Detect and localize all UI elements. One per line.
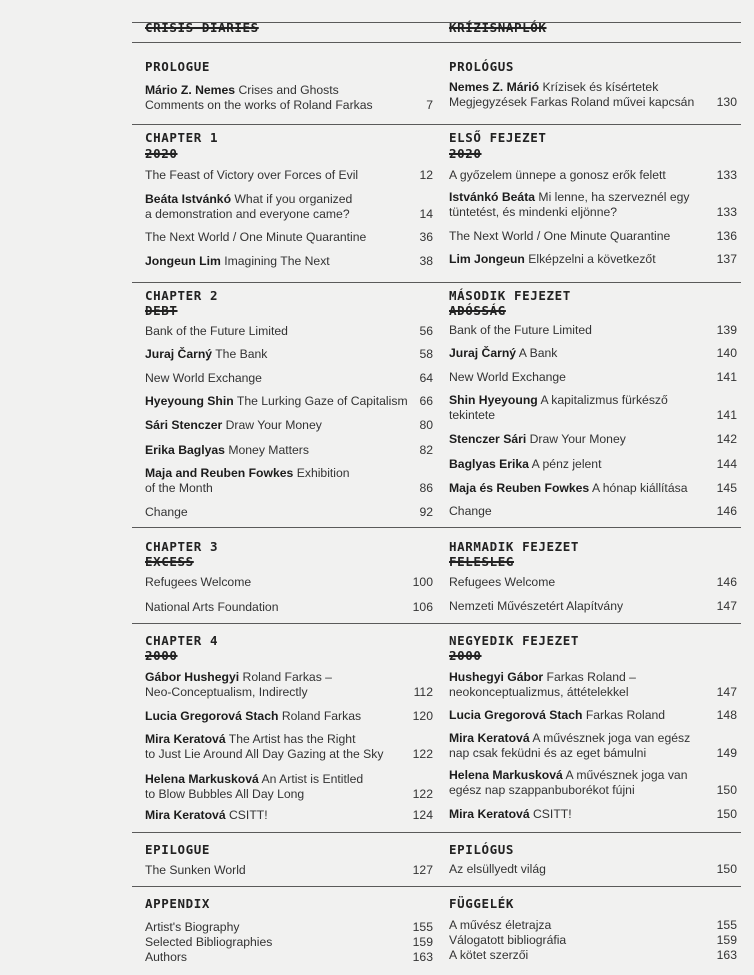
toc-entry bbox=[449, 731, 690, 746]
toc-entry bbox=[449, 599, 623, 614]
toc-entry bbox=[449, 80, 658, 95]
section-subtitle: ADÓSSÁG bbox=[449, 303, 506, 318]
page-number: 147 bbox=[716, 685, 737, 699]
entry-title: Artist's Biography bbox=[145, 920, 240, 934]
entry-author: Maja és Reuben Fowkes bbox=[449, 481, 590, 495]
entry-title: Válogatott bibliográfia bbox=[449, 933, 567, 947]
divider bbox=[132, 623, 741, 624]
page-number: 146 bbox=[716, 575, 737, 589]
toc-entry bbox=[449, 229, 670, 244]
entry-title: A Bank bbox=[518, 346, 558, 360]
entry-author: Nemes Z. Márió bbox=[449, 80, 540, 94]
divider bbox=[132, 527, 741, 528]
page-number: 140 bbox=[716, 346, 737, 360]
entry-author: Lim Jongeun bbox=[449, 252, 525, 266]
toc-entry bbox=[449, 457, 601, 472]
entry-title: Imagining The Next bbox=[224, 254, 330, 268]
toc-entry-continued: of the Month bbox=[145, 481, 213, 495]
toc-entry-continued: Neo-Conceptualism, Indirectly bbox=[145, 685, 308, 699]
page-number: 133 bbox=[716, 205, 737, 219]
toc-entry-continued: to Blow Bubbles All Day Long bbox=[145, 787, 305, 801]
page-number: 92 bbox=[419, 505, 433, 519]
toc-entry bbox=[449, 190, 690, 205]
section-subtitle: 2020 bbox=[145, 146, 178, 161]
toc-entry bbox=[449, 393, 668, 408]
page-number: 150 bbox=[716, 807, 737, 821]
entry-title: The Next World / One Minute Quarantine bbox=[449, 229, 671, 243]
page-number: 150 bbox=[716, 862, 737, 876]
left-book-title: CRISIS DIARIES bbox=[145, 20, 259, 35]
entry-author: Juraj Čarný bbox=[145, 347, 213, 361]
entry-title: Bank of the Future Limited bbox=[145, 324, 288, 338]
page-number: 155 bbox=[412, 920, 433, 934]
entry-title: A hónap kiállítása bbox=[591, 481, 688, 495]
toc-entry bbox=[145, 950, 187, 965]
page-number: 7 bbox=[426, 98, 433, 112]
entry-title: An Artist is Entitled bbox=[261, 772, 364, 786]
page-number: 141 bbox=[716, 408, 737, 422]
entry-author: Erika Baglyas bbox=[145, 443, 225, 457]
toc-entry bbox=[449, 370, 566, 385]
page-number: 149 bbox=[716, 746, 737, 760]
toc-entry bbox=[449, 432, 626, 447]
page-number: 146 bbox=[716, 504, 737, 518]
section-subtitle: 2020 bbox=[449, 146, 482, 161]
section-title: CHAPTER 3 bbox=[145, 539, 219, 554]
entry-title: Money Matters bbox=[228, 443, 309, 457]
toc-entry bbox=[449, 768, 687, 783]
entry-title: CSITT! bbox=[229, 808, 268, 822]
entry-title: A művész életrajza bbox=[449, 918, 552, 932]
entry-title: Roland Farkas bbox=[281, 709, 362, 723]
section-title: NEGYEDIK FEJEZET bbox=[449, 633, 580, 648]
entry-title: Bank of the Future Limited bbox=[449, 323, 592, 337]
entry-title: The Bank bbox=[215, 347, 268, 361]
toc-entry bbox=[449, 807, 572, 822]
toc-entry bbox=[145, 192, 352, 207]
page-number: 136 bbox=[716, 229, 737, 243]
toc-entry bbox=[449, 708, 665, 723]
toc-entry bbox=[145, 808, 268, 823]
page-number: 12 bbox=[419, 168, 433, 182]
toc-entry bbox=[145, 418, 322, 433]
page-number: 106 bbox=[412, 600, 433, 614]
entry-author: Jongeun Lim bbox=[145, 254, 221, 268]
entry-author: Stenczer Sári bbox=[449, 432, 527, 446]
toc-entry bbox=[145, 466, 350, 481]
toc-entry bbox=[145, 505, 188, 520]
entry-author: Maja and Reuben Fowkes bbox=[145, 466, 294, 480]
right-book-title: KRÍZISNAPLÓK bbox=[449, 20, 547, 35]
entry-title: Change bbox=[449, 504, 492, 518]
toc-entry bbox=[449, 862, 546, 877]
entry-author: Hushegyi Gábor bbox=[449, 670, 544, 684]
toc-entry bbox=[145, 732, 355, 747]
entry-author: Beáta Istvánkó bbox=[145, 192, 232, 206]
toc-entry bbox=[145, 347, 267, 362]
page-number: 148 bbox=[716, 708, 737, 722]
toc-entry-continued: egész nap szappanbuborékot fújni bbox=[449, 783, 635, 797]
toc-entry bbox=[145, 600, 278, 615]
entry-title: A művésznek joga van bbox=[565, 768, 688, 782]
entry-title: New World Exchange bbox=[449, 370, 566, 384]
entry-title: A művésznek joga van egész bbox=[532, 731, 691, 745]
entry-title: A győzelem ünnepe a gonosz erők felett bbox=[449, 168, 666, 182]
page-number: 86 bbox=[419, 481, 433, 495]
entry-title: Refugees Welcome bbox=[449, 575, 556, 589]
toc-entry bbox=[449, 918, 551, 933]
entry-title: Authors bbox=[145, 950, 188, 964]
entry-title: A pénz jelent bbox=[531, 457, 602, 471]
entry-author: Mário Z. Nemes bbox=[145, 83, 236, 97]
toc-entry bbox=[449, 670, 636, 685]
entry-title: Elképzelni a következőt bbox=[528, 252, 656, 266]
toc-entry-continued: Megjegyzések Farkas Roland művei kapcsán bbox=[449, 95, 695, 109]
page-number: 159 bbox=[412, 935, 433, 949]
toc-entry bbox=[145, 920, 239, 935]
section-title: PROLÓGUS bbox=[449, 59, 515, 74]
section-title: CHAPTER 2 bbox=[145, 288, 219, 303]
toc-entry bbox=[145, 670, 332, 685]
entry-title: Mi lenne, ha szerveznél egy bbox=[538, 190, 690, 204]
toc-entry bbox=[145, 935, 272, 950]
section-subtitle: FELESLEG bbox=[449, 554, 515, 569]
entry-title: The Lurking Gaze of Capitalism bbox=[236, 394, 408, 408]
toc-entry-continued: to Just Lie Around All Day Gazing at the Sky bbox=[145, 747, 384, 761]
entry-author: Juraj Čarný bbox=[449, 346, 517, 360]
page-number: 58 bbox=[419, 347, 433, 361]
section-title: FÜGGELÉK bbox=[449, 896, 515, 911]
entry-title: Farkas Roland – bbox=[546, 670, 636, 684]
page-number: 127 bbox=[412, 863, 433, 877]
toc-entry-continued: neokonceptualizmus, áttételekkel bbox=[449, 685, 629, 699]
section-title: APPENDIX bbox=[145, 896, 211, 911]
toc-entry bbox=[449, 575, 555, 590]
divider bbox=[132, 832, 741, 833]
divider bbox=[132, 886, 741, 887]
section-subtitle: 2000 bbox=[449, 648, 482, 663]
entry-author: Lucia Gregorová Stach bbox=[449, 708, 583, 722]
toc-entry bbox=[449, 933, 566, 948]
page-number: 163 bbox=[716, 948, 737, 962]
entry-title: A kötet szerzői bbox=[449, 948, 529, 962]
entry-title: New World Exchange bbox=[145, 371, 262, 385]
toc-entry bbox=[449, 504, 492, 519]
page-number: 122 bbox=[412, 787, 433, 801]
entry-title: The Next World / One Minute Quarantine bbox=[145, 230, 367, 244]
entry-title: A kapitalizmus fürkésző bbox=[540, 393, 668, 407]
page-number: 66 bbox=[419, 394, 433, 408]
page-number: 130 bbox=[716, 95, 737, 109]
entry-author: Mira Keratová bbox=[145, 732, 226, 746]
entry-title: Exhibition bbox=[296, 466, 350, 480]
toc-entry-continued: nap csak feküdni és az eget bámulni bbox=[449, 746, 647, 760]
entry-title: Draw Your Money bbox=[529, 432, 626, 446]
entry-author: Shin Hyeyoung bbox=[449, 393, 538, 407]
section-title: CHAPTER 4 bbox=[145, 633, 219, 648]
section-subtitle: EXCESS bbox=[145, 554, 194, 569]
page-number: 145 bbox=[716, 481, 737, 495]
entry-author: Hyeyoung Shin bbox=[145, 394, 234, 408]
entry-author: Gábor Hushegyi bbox=[145, 670, 240, 684]
page-number: 142 bbox=[716, 432, 737, 446]
page-number: 141 bbox=[716, 370, 737, 384]
page-number: 122 bbox=[412, 747, 433, 761]
toc-entry bbox=[449, 481, 687, 496]
toc-entry bbox=[145, 709, 361, 724]
toc-entry bbox=[145, 863, 246, 878]
entry-title: Az elsüllyedt világ bbox=[449, 862, 546, 876]
toc-entry-continued: Comments on the works of Roland Farkas bbox=[145, 98, 373, 112]
divider bbox=[132, 282, 741, 283]
toc-entry bbox=[145, 230, 366, 245]
page-number: 139 bbox=[716, 323, 737, 337]
entry-author: Sári Stenczer bbox=[145, 418, 223, 432]
toc-entry bbox=[145, 324, 288, 339]
page-number: 56 bbox=[419, 324, 433, 338]
page-number: 14 bbox=[419, 207, 433, 221]
toc-entry bbox=[145, 443, 309, 458]
toc-entry bbox=[145, 575, 251, 590]
divider bbox=[132, 42, 741, 43]
entry-author: Baglyas Erika bbox=[449, 457, 529, 471]
entry-title: Draw Your Money bbox=[225, 418, 322, 432]
entry-title: The Artist has the Right bbox=[228, 732, 356, 746]
section-subtitle: 2000 bbox=[145, 648, 178, 663]
entry-title: Nemzeti Művészetért Alapítvány bbox=[449, 599, 624, 613]
page-number: 124 bbox=[412, 808, 433, 822]
entry-title: The Sunken World bbox=[145, 863, 246, 877]
entry-title: Refugees Welcome bbox=[145, 575, 252, 589]
entry-title: Crises and Ghosts bbox=[238, 83, 339, 97]
toc-entry-continued: a demonstration and everyone came? bbox=[145, 207, 350, 221]
toc-entry bbox=[449, 948, 528, 963]
toc-entry bbox=[449, 323, 592, 338]
page-number: 159 bbox=[716, 933, 737, 947]
entry-title: Farkas Roland bbox=[585, 708, 666, 722]
divider bbox=[132, 124, 741, 125]
page-number: 100 bbox=[412, 575, 433, 589]
entry-title: Krízisek és kísértetek bbox=[542, 80, 659, 94]
toc-entry bbox=[145, 254, 330, 269]
entry-title: CSITT! bbox=[533, 807, 572, 821]
toc-entry bbox=[145, 83, 339, 98]
section-title: EPILOGUE bbox=[145, 842, 211, 857]
entry-title: Selected Bibliographies bbox=[145, 935, 273, 949]
toc-entry bbox=[449, 346, 557, 361]
page-number: 147 bbox=[716, 599, 737, 613]
section-title: ELSŐ FEJEZET bbox=[449, 130, 547, 145]
entry-author: Helena Markusková bbox=[449, 768, 563, 782]
entry-author: Mira Keratová bbox=[145, 808, 226, 822]
page-number: 38 bbox=[419, 254, 433, 268]
toc-entry bbox=[449, 168, 666, 183]
toc-entry-continued: tekintete bbox=[449, 408, 496, 422]
toc-entry bbox=[145, 371, 262, 386]
entry-author: Mira Keratová bbox=[449, 807, 530, 821]
entry-title: The Feast of Victory over Forces of Evil bbox=[145, 168, 359, 182]
page-number: 80 bbox=[419, 418, 433, 432]
entry-title: What if you organized bbox=[234, 192, 353, 206]
entry-author: Istvánkó Beáta bbox=[449, 190, 536, 204]
page-number: 133 bbox=[716, 168, 737, 182]
toc-entry bbox=[145, 772, 363, 787]
toc-entry-continued: tüntetést, és mindenki eljönne? bbox=[449, 205, 618, 219]
page-number: 150 bbox=[716, 783, 737, 797]
page-number: 163 bbox=[412, 950, 433, 964]
page-number: 82 bbox=[419, 443, 433, 457]
toc-entry bbox=[449, 252, 656, 267]
section-title: MÁSODIK FEJEZET bbox=[449, 288, 571, 303]
section-title: PROLOGUE bbox=[145, 59, 211, 74]
section-title: EPILÓGUS bbox=[449, 842, 515, 857]
toc-entry bbox=[145, 168, 358, 183]
entry-author: Helena Markusková bbox=[145, 772, 259, 786]
section-subtitle: DEBT bbox=[145, 303, 178, 318]
page-number: 155 bbox=[716, 918, 737, 932]
entry-title: Change bbox=[145, 505, 188, 519]
page-number: 36 bbox=[419, 230, 433, 244]
toc-entry bbox=[145, 394, 408, 409]
page-number: 112 bbox=[413, 685, 433, 699]
page-number: 120 bbox=[412, 709, 433, 723]
section-title: HARMADIK FEJEZET bbox=[449, 539, 580, 554]
section-title: CHAPTER 1 bbox=[145, 130, 219, 145]
page-number: 144 bbox=[716, 457, 737, 471]
entry-title: Roland Farkas – bbox=[242, 670, 332, 684]
entry-author: Lucia Gregorová Stach bbox=[145, 709, 279, 723]
page-number: 137 bbox=[716, 252, 737, 266]
entry-title: National Arts Foundation bbox=[145, 600, 279, 614]
page-number: 64 bbox=[419, 371, 433, 385]
entry-author: Mira Keratová bbox=[449, 731, 530, 745]
